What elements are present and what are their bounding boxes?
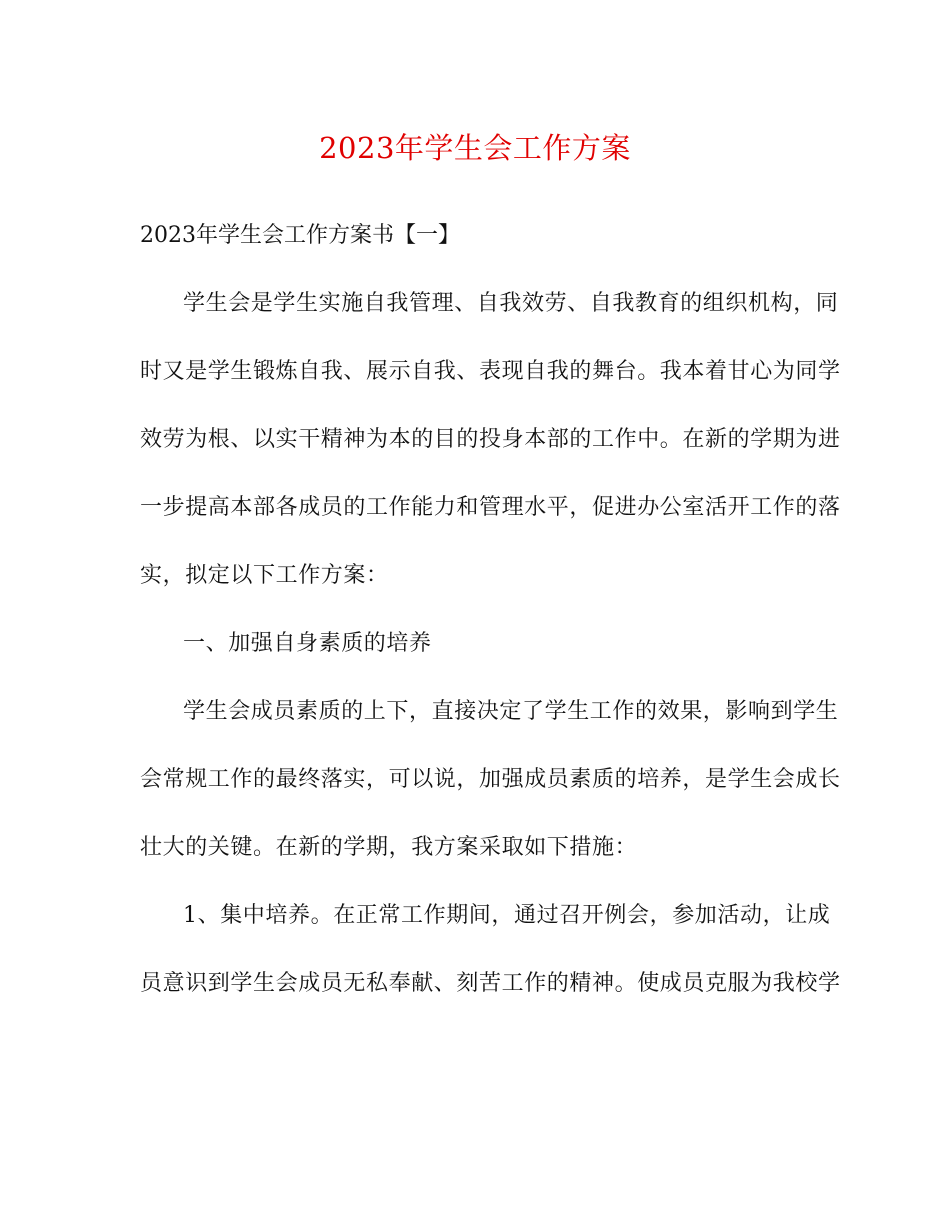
paragraph-line: 学生会成员素质的上下，直接决定了学生工作的效果，影响到学生 xyxy=(183,699,839,724)
document-subtitle: 2023年学生会工作方案书【一】 xyxy=(140,223,460,248)
paragraph-line: 时又是学生锻炼自我、展示自我、表现自我的舞台。我本着甘心为同学 xyxy=(140,359,841,384)
paragraph-line: 学生会是学生实施自我管理、自我效劳、自我教育的组织机构，同 xyxy=(183,291,839,316)
paragraph-line: 1、集中培养。在正常工作期间，通过召开例会，参加活动，让成 xyxy=(183,903,831,928)
section-heading: 一、加强自身素质的培养 xyxy=(183,631,432,656)
paragraph-line: 一步提高本部各成员的工作能力和管理水平，促进办公室活开工作的落 xyxy=(140,495,841,520)
paragraph-line: 效劳为根、以实干精神为本的目的投身本部的工作中。在新的学期为进 xyxy=(140,427,841,452)
paragraph-line: 员意识到学生会成员无私奉献、刻苦工作的精神。使成员克服为我校学 xyxy=(140,971,841,996)
document-title: 2023年学生会工作方案 xyxy=(319,131,631,165)
paragraph-line: 壮大的关键。在新的学期，我方案采取如下措施： xyxy=(140,835,638,860)
paragraph-line: 会常规工作的最终落实，可以说，加强成员素质的培养，是学生会成长 xyxy=(140,767,841,792)
paragraph-line: 实，拟定以下工作方案： xyxy=(140,563,389,588)
